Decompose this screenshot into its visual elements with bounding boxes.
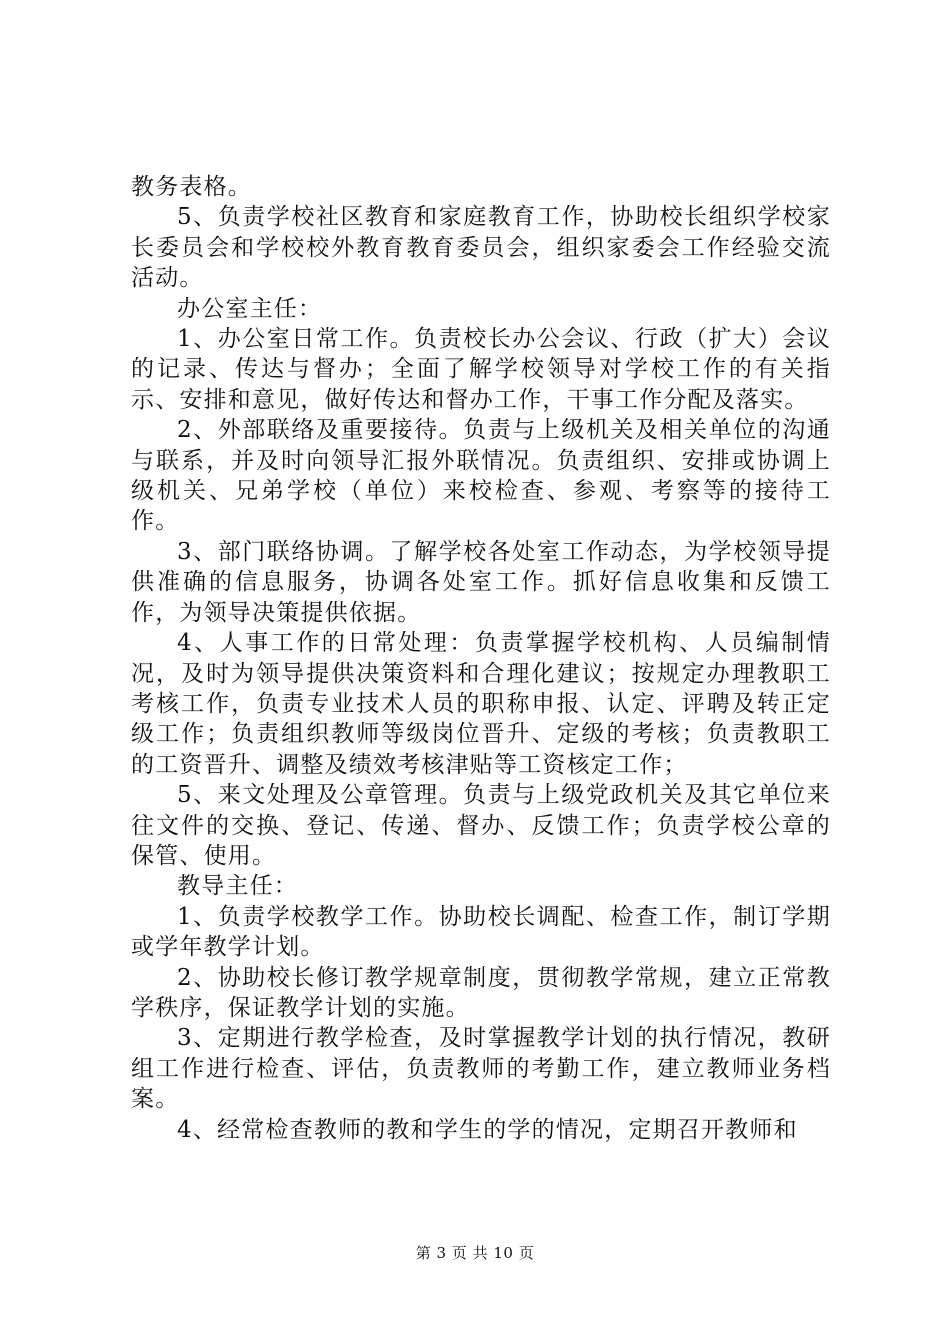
paragraph: 教务表格。: [131, 174, 252, 200]
page-number-label: 第 3 页 共 10 页: [415, 1244, 535, 1262]
paragraph: 4、经常检查教师的教和学生的学的情况，定期召开教师和: [177, 1116, 798, 1143]
paragraph: 5、来文处理及公章管理。负责与上级党政机关及其它单位来往文件的交换、登记、传递、督办、反馈工作；负责学校公章的保管、使用。: [131, 782, 831, 869]
section-heading: 办公室主任：: [177, 295, 323, 322]
paragraph: 2、外部联络及重要接待。负责与上级机关及相关单位的沟通与联系，并及时向领导汇报外联情况。负责组织、安排或协调上级机关、兄弟学校（单位）来校检查、参观、考察等的接待工作。: [131, 417, 831, 535]
paragraph: 4、人事工作的日常处理：负责掌握学校机构、人员编制情况，及时为领导提供决策资料和合理化建议；按规定办理教职工考核工作，负责专业技术人员的职称申报、认定、评聘及转正定级工作；负责组织教师等级岗位晋升、定级的考核；负责教职工的工资晋升、调整及绩效考核津贴等工资核定工作；: [131, 630, 831, 778]
paragraph: 3、部门联络协调。了解学校各处室工作动态，为学校领导提供准确的信息服务，协调各处室工作。抓好信息收集和反馈工作，为领导决策提供依据。: [131, 538, 831, 626]
paragraph: 5、负责学校社区教育和家庭教育工作，协助校长组织学校家长委员会和学校校外教育教育委员会，组织家委会工作经验交流活动。: [131, 204, 831, 292]
paragraph: 3、定期进行教学检查，及时掌握教学计划的执行情况，教研组工作进行检查、评估，负责教师的考勤工作，建立教师业务档案。: [131, 1025, 831, 1113]
paragraph: 2、协助校长修订教学规章制度，贯彻教学常规，建立正常教学秩序，保证教学计划的实施。: [131, 964, 831, 1021]
paragraph: 1、办公室日常工作。负责校长办公会议、行政（扩大）会议的记录、传达与督办；全面了解学校领导对学校工作的有关指示、安排和意见，做好传达和督办工作，干事工作分配及落实。: [131, 326, 831, 413]
section-heading: 教导主任：: [177, 873, 298, 900]
page-footer: [0, 1243, 950, 1263]
paragraph: 1、负责学校教学工作。协助校长调配、检查工作，制订学期或学年教学计划。: [131, 903, 831, 961]
document-body: [131, 172, 831, 1145]
